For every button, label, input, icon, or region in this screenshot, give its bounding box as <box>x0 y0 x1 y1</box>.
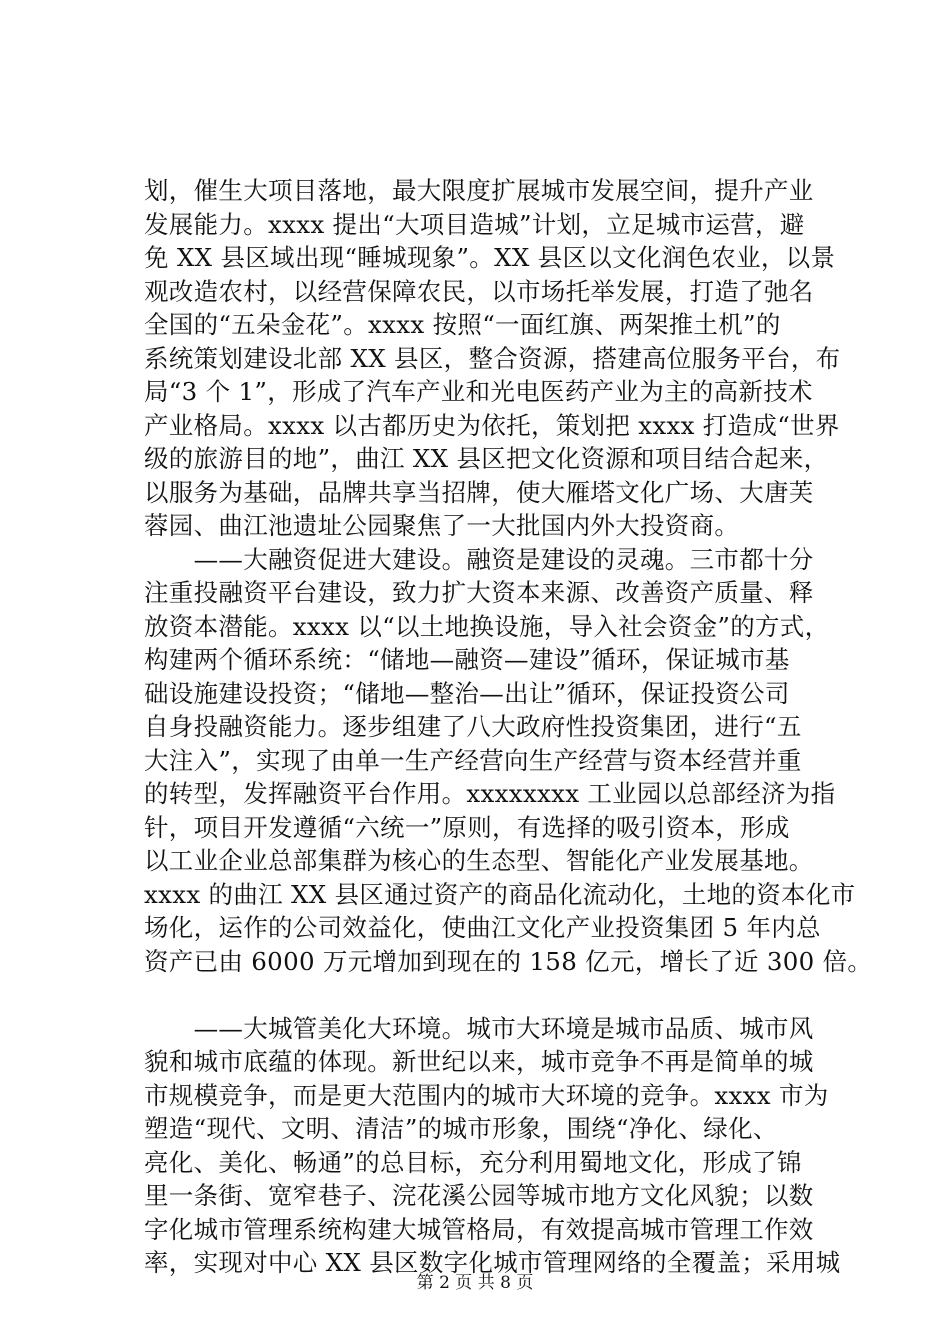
page-footer: 第 2 页 共 8 页 <box>416 1273 534 1293</box>
text-line: 大注入”，实现了由单一生产经营向生产经营与资本经营并重 <box>144 745 802 775</box>
text-line: 局“3 个 1”，形成了汽车产业和光电医药产业为主的高新技术 <box>144 377 813 406</box>
document-body <box>144 174 873 1280</box>
text-line: 字化城市管理系统构建大城管格局，有效提高城市管理工作效 <box>144 1214 814 1244</box>
text-line: xxxx 的曲江 XX 县区通过资产的商品化流动化，土地的资本化市 <box>144 879 856 909</box>
paragraph-start-line: ——大融资促进大建设。融资是建设的灵魂。三市都十分 <box>144 544 814 574</box>
text-line: 亮化、美化、畅通”的总目标，充分利用蜀地文化，形成了锦 <box>144 1147 802 1177</box>
text-line: 针，项目开发遵循“六统一”原则，有选择的吸引资本，形成 <box>144 812 790 842</box>
text-line: 全国的“五朵金花”。xxxx 按照“一面红旗、两架推土机”的 <box>144 310 781 339</box>
paragraph-start-line: ——大城管美化大环境。城市大环境是城市品质、城市风 <box>144 1013 814 1043</box>
text-line: 发展能力。xxxx 提出“大项目造城”计划，立足城市运营，避 <box>144 209 805 239</box>
text-line: 以工业企业总部集群为核心的生态型、智能化产业发展基地。 <box>144 846 814 875</box>
text-line: 观改造农村，以经营保障农民，以市场托举发展，打造了弛名 <box>144 276 814 306</box>
text-line: 免 XX 县区域出现“睡城现象”。XX 县区以文化润色农业，以景 <box>144 243 836 272</box>
text-line: 产业格局。xxxx 以古都历史为依托，策划把 xxxx 打造成“世界 <box>144 410 840 440</box>
text-line: 资产已由 6000 万元增加到现在的 158 亿元，增长了近 300 倍。 <box>144 946 873 976</box>
blank-line <box>144 978 834 1012</box>
text-line: 里一条街、宽窄巷子、浣花溪公园等城市地方文化风貌；以数 <box>144 1181 814 1210</box>
text-line: 构建两个循环系统：“储地—融资—建设”循环，保证城市基 <box>144 645 790 674</box>
text-line: 貌和城市底蕴的体现。新世纪以来，城市竞争不再是简单的城 <box>144 1047 814 1076</box>
text-line: 自身投融资能力。逐步组建了八大政府性投资集团，进行“五 <box>144 712 802 741</box>
text-line: 础设施建设投资；“储地—整治—出让”循环，保证投资公司 <box>144 678 790 708</box>
text-line: 注重投融资平台建设，致力扩大资本来源、改善资产质量、释 <box>144 578 814 607</box>
text-line: 系统策划建设北部 XX 县区，整合资源，搭建高位服务平台，布 <box>144 343 841 373</box>
text-line: 率，实现对中心 XX 县区数字化城市管理网络的全覆盖；采用城 <box>144 1248 841 1277</box>
text-line: 蓉园、曲江池遗址公园聚焦了一大批国内外大投资商。 <box>144 511 740 540</box>
text-line: 以服务为基础，品牌共享当招牌，使大雁塔文化广场、大唐芙 <box>144 477 814 507</box>
text-line: 场化，运作的公司效益化，使曲江文化产业投资集团 5 年内总 <box>144 913 821 942</box>
text-line: 塑造“现代、文明、清洁”的城市形象，围绕“净化、绿化、 <box>144 1114 778 1143</box>
text-line: 级的旅游目的地”，曲江 XX 县区把文化资源和项目结合起来， <box>144 444 829 473</box>
text-line: 放资本潜能。xxxx 以“以土地换设施，导入社会资金”的方式， <box>144 611 830 641</box>
text-line: 的转型，发挥融资平台作用。xxxxxxxx 工业园以总部经济为指 <box>144 779 836 808</box>
text-line: 市规模竞争，而是更大范围内的城市大环境的竞争。xxxx 市为 <box>144 1080 829 1110</box>
text-line: 划，催生大项目落地，最大限度扩展城市发展空间，提升产业 <box>144 176 814 205</box>
